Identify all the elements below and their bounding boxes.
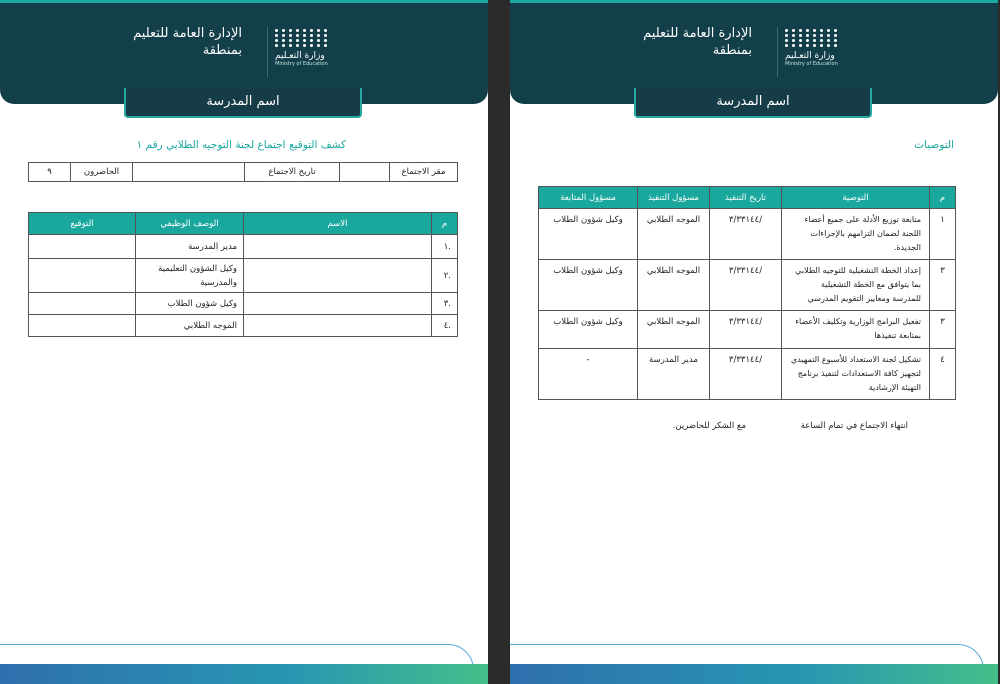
ministry-logo bbox=[275, 29, 341, 77]
footer-bar bbox=[510, 664, 998, 684]
col-header-num: م bbox=[432, 213, 458, 235]
signature-sheet-title: كشف التوقيع اجتماع لجنة التوجيه الطلابي رقم ١ bbox=[136, 139, 346, 151]
attendees-value: ٩ bbox=[29, 163, 71, 182]
row-name bbox=[244, 235, 432, 259]
ministry-name-ar: وزارة التعـليم bbox=[785, 51, 835, 61]
row-date: /٣/٣٣١٤٤ bbox=[710, 349, 782, 400]
table-header-row bbox=[539, 187, 956, 209]
row-signature bbox=[29, 259, 136, 293]
table-row bbox=[539, 209, 956, 260]
row-num: .٢ bbox=[432, 259, 458, 293]
row-executor: الموجه الطلابي bbox=[638, 311, 710, 349]
location-label: مقر الاجتماع bbox=[390, 163, 458, 182]
row-follower: وكيل شؤون الطلاب bbox=[539, 311, 638, 349]
recommendations-table bbox=[538, 186, 956, 400]
date-label: تاريخ الاجتماع bbox=[245, 163, 340, 182]
school-name-bar: اسم المدرسة bbox=[124, 88, 362, 118]
row-role: الموجه الطلابي bbox=[136, 315, 244, 337]
row-num: .١ bbox=[432, 235, 458, 259]
logo-dots-icon bbox=[275, 29, 341, 47]
ministry-name-en: Ministry of Education bbox=[785, 61, 838, 67]
table-row bbox=[29, 293, 458, 315]
col-header-name: الاسم bbox=[244, 213, 432, 235]
row-role: مدير المدرسة bbox=[136, 235, 244, 259]
row-num: ١ bbox=[930, 209, 956, 260]
table-row bbox=[539, 349, 956, 400]
school-name-bar: اسم المدرسة bbox=[634, 88, 872, 118]
col-header-date: تاريخ التنفيذ bbox=[710, 187, 782, 209]
col-header-executor: مسؤول التنفيذ bbox=[638, 187, 710, 209]
document-page-right bbox=[510, 0, 998, 684]
table-row bbox=[539, 311, 956, 349]
table-row bbox=[29, 259, 458, 293]
col-header-follower: مسؤول المتابعة bbox=[539, 187, 638, 209]
date-value bbox=[133, 163, 245, 182]
table-row bbox=[539, 260, 956, 311]
row-num: .٤ bbox=[432, 315, 458, 337]
row-recommendation: متابعة توزيع الأدلة على جميع أعضاء اللجنة لضمان التزامهم بالإجراءات الجديدة. bbox=[782, 209, 930, 260]
document-page-left bbox=[0, 0, 488, 684]
recommendations-title: التوصيات bbox=[914, 139, 954, 151]
row-signature bbox=[29, 293, 136, 315]
table-row bbox=[29, 235, 458, 259]
ministry-logo bbox=[785, 29, 851, 77]
row-date: /٣/٣٣١٤٤ bbox=[710, 311, 782, 349]
row-executor: الموجه الطلابي bbox=[638, 260, 710, 311]
logo-divider bbox=[777, 27, 778, 77]
row-num: ٣ bbox=[930, 260, 956, 311]
col-header-num: م bbox=[930, 187, 956, 209]
logo-dots-icon bbox=[785, 29, 851, 47]
row-num: ٤ bbox=[930, 349, 956, 400]
col-header-signature: التوقيع bbox=[29, 213, 136, 235]
header-title-line1: الإدارة العامة للتعليم bbox=[133, 26, 242, 41]
location-value bbox=[340, 163, 390, 182]
row-recommendation: إعداد الخطة التشغيلية للتوجيه الطلابي بما يتوافق مع الخطة التشغيلية للمدرسة ومعايير التقويم المدرسي bbox=[782, 260, 930, 311]
row-num: .٣ bbox=[432, 293, 458, 315]
meeting-end-text: انتهاء الاجتماع في تمام الساعة bbox=[800, 421, 908, 431]
table-row bbox=[29, 315, 458, 337]
table-header-row bbox=[29, 213, 458, 235]
col-header-recommendation: التوصية bbox=[782, 187, 930, 209]
thanks-text: مع الشكر للحاضرين. bbox=[672, 421, 746, 431]
row-recommendation: تشكيل لجنة الاستعداد للأسبوع التمهيدي لتجهيز كافة الاستعدادات لتنفيذ برنامج التهيئة الإرشادية bbox=[782, 349, 930, 400]
signature-table bbox=[28, 212, 458, 337]
row-follower: - bbox=[539, 349, 638, 400]
row-date: /٣/٣٣١٤٤ bbox=[710, 260, 782, 311]
row-name bbox=[244, 315, 432, 337]
row-executor: مدير المدرسة bbox=[638, 349, 710, 400]
header-title-line2: بمنطقة bbox=[202, 43, 242, 58]
header-title bbox=[602, 25, 752, 59]
header-title-line1: الإدارة العامة للتعليم bbox=[643, 26, 752, 41]
row-num: ٣ bbox=[930, 311, 956, 349]
row-follower: وكيل شؤون الطلاب bbox=[539, 260, 638, 311]
row-signature bbox=[29, 235, 136, 259]
meeting-info-table bbox=[28, 162, 458, 182]
logo-divider bbox=[267, 27, 268, 77]
row-name bbox=[244, 259, 432, 293]
row-executor: الموجه الطلابي bbox=[638, 209, 710, 260]
row-signature bbox=[29, 315, 136, 337]
ministry-name-en: Ministry of Education bbox=[275, 61, 328, 67]
header-title bbox=[92, 25, 242, 59]
row-recommendation: تفعيل البرامج الوزارية وتكليف الأعضاء بمتابعة تنفيذها bbox=[782, 311, 930, 349]
header-title-line2: بمنطقة bbox=[712, 43, 752, 58]
row-role: وكيل شؤون الطلاب bbox=[136, 293, 244, 315]
ministry-name-ar: وزارة التعـليم bbox=[275, 51, 325, 61]
col-header-role: الوصف الوظيفي bbox=[136, 213, 244, 235]
attendees-label: الحاضرون bbox=[71, 163, 133, 182]
row-role: وكيل الشؤون التعليمية والمدرسية bbox=[136, 259, 244, 293]
row-name bbox=[244, 293, 432, 315]
footer-bar bbox=[0, 664, 488, 684]
row-date: /٣/٣٣١٤٤ bbox=[710, 209, 782, 260]
row-follower: وكيل شؤون الطلاب bbox=[539, 209, 638, 260]
